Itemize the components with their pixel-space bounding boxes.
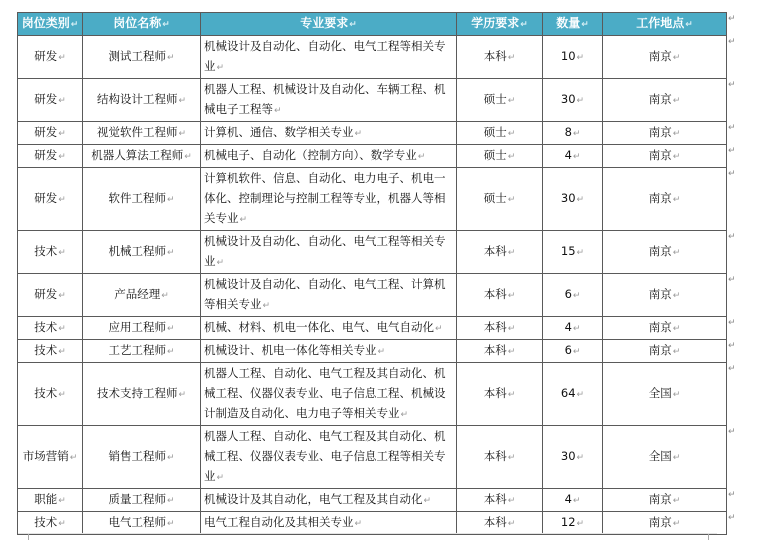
cell-position xyxy=(83,122,201,145)
cell-count xyxy=(543,122,603,145)
position-text: 电气工程师 xyxy=(108,515,166,529)
paragraph-mark-icon: ↵ xyxy=(58,129,66,139)
education-text: 硕士 xyxy=(483,191,507,205)
cell-location xyxy=(603,122,727,145)
requirement-text: 机器人工程、自动化、电气工程及其自动化、机械工程、仪器仪表专业、电子信息工程、机械设计制造及自动化、电力电子等相关专业 xyxy=(204,366,446,420)
paragraph-mark-icon: ↵ xyxy=(239,215,248,225)
cell-location xyxy=(603,363,727,426)
cell-education xyxy=(457,426,543,489)
location-text: 南京 xyxy=(648,191,672,205)
paragraph-mark-icon: ↵ xyxy=(166,53,175,63)
row-end-mark-icon: ↵ xyxy=(728,340,736,351)
cell-requirement xyxy=(201,489,457,512)
cell-location xyxy=(603,512,727,535)
paragraph-mark-icon: ↵ xyxy=(166,519,175,529)
table-header xyxy=(18,13,727,36)
position-text: 视觉软件工程师 xyxy=(96,125,178,139)
category-text: 研发 xyxy=(34,287,58,301)
recruitment-table xyxy=(17,12,727,535)
cell-position xyxy=(83,363,201,426)
paragraph-mark-icon: ↵ xyxy=(274,106,282,116)
cell-education xyxy=(457,512,543,535)
paragraph-mark-icon: ↵ xyxy=(581,20,589,30)
cell-category xyxy=(18,145,83,168)
table-row xyxy=(18,231,727,274)
row-end-mark-icon: ↵ xyxy=(728,79,736,90)
paragraph-mark-icon: ↵ xyxy=(520,20,528,30)
paragraph-mark-icon: ↵ xyxy=(576,195,585,205)
paragraph-mark-icon: ↵ xyxy=(572,129,581,139)
table-row xyxy=(18,363,727,426)
paragraph-mark-icon: ↵ xyxy=(70,20,79,30)
paragraph-mark-icon: ↵ xyxy=(166,453,175,463)
cell-education xyxy=(457,36,543,79)
paragraph-mark-icon: ↵ xyxy=(58,53,66,63)
location-text: 南京 xyxy=(648,92,672,106)
education-text: 本科 xyxy=(483,386,507,400)
cell-requirement xyxy=(201,36,457,79)
table-row xyxy=(18,79,727,122)
position-text: 软件工程师 xyxy=(108,191,166,205)
paragraph-mark-icon: ↵ xyxy=(216,63,225,73)
paragraph-mark-icon: ↵ xyxy=(572,496,581,506)
paragraph-mark-icon: ↵ xyxy=(507,519,516,529)
location-text: 南京 xyxy=(648,515,672,529)
position-text: 工艺工程师 xyxy=(108,343,166,357)
paragraph-mark-icon: ↵ xyxy=(576,453,585,463)
cell-requirement xyxy=(201,512,457,535)
category-text: 研发 xyxy=(34,92,58,106)
count-text: 30 xyxy=(560,92,576,106)
requirement-text: 机械设计及自动化、自动化、电气工程等相关专业 xyxy=(204,234,446,268)
position-text: 测试工程师 xyxy=(108,49,166,63)
location-text: 全国 xyxy=(648,449,672,463)
count-text: 4 xyxy=(564,492,572,506)
paragraph-mark-icon: ↵ xyxy=(166,496,175,506)
education-text: 本科 xyxy=(483,244,507,258)
row-end-mark-icon: ↵ xyxy=(728,363,736,374)
paragraph-mark-icon: ↵ xyxy=(58,291,66,301)
header-location: 工作地点↵ xyxy=(603,13,727,36)
requirement-text: 机械设计及自动化、自动化、电气工程、计算机等相关专业 xyxy=(204,277,446,311)
paragraph-mark-icon: ↵ xyxy=(377,347,386,357)
cell-education xyxy=(457,145,543,168)
cell-position xyxy=(83,489,201,512)
position-text: 机器人算法工程师 xyxy=(91,148,184,162)
paragraph-mark-icon: ↵ xyxy=(672,53,681,63)
location-text: 全国 xyxy=(648,386,672,400)
paragraph-mark-icon: ↵ xyxy=(58,496,66,506)
category-text: 职能 xyxy=(34,492,58,506)
requirement-text: 机械、材料、机电一体化、电气、电气自动化 xyxy=(204,320,434,334)
cell-requirement xyxy=(201,426,457,489)
requirement-text: 计算机、通信、数学相关专业 xyxy=(204,125,354,139)
cell-count xyxy=(543,489,603,512)
paragraph-mark-icon: ↵ xyxy=(572,347,581,357)
cell-location xyxy=(603,317,727,340)
paragraph-mark-icon: ↵ xyxy=(572,324,581,334)
cell-location xyxy=(603,36,727,79)
cell-category xyxy=(18,426,83,489)
position-text: 技术支持工程师 xyxy=(96,386,178,400)
requirement-text: 机器人工程、机械设计及自动化、车辆工程、机械电子工程等 xyxy=(204,82,446,116)
row-end-mark-icon: ↵ xyxy=(728,122,736,133)
paragraph-mark-icon: ↵ xyxy=(184,152,192,162)
header-requirement: 专业要求↵ xyxy=(201,13,457,36)
table-row xyxy=(18,340,727,363)
education-text: 本科 xyxy=(483,49,507,63)
category-text: 研发 xyxy=(34,191,58,205)
paragraph-mark-icon: ↵ xyxy=(507,195,516,205)
cell-category xyxy=(18,512,83,535)
header-count: 数量↵ xyxy=(543,13,603,36)
education-text: 本科 xyxy=(483,343,507,357)
category-text: 技术 xyxy=(34,386,58,400)
cell-count xyxy=(543,512,603,535)
table-row xyxy=(18,317,727,340)
cell-education xyxy=(457,274,543,317)
cell-count xyxy=(543,145,603,168)
category-text: 市场营销 xyxy=(22,449,69,463)
page-corner-mark-left xyxy=(18,534,29,540)
education-text: 本科 xyxy=(483,449,507,463)
location-text: 南京 xyxy=(648,49,672,63)
education-text: 本科 xyxy=(483,320,507,334)
paragraph-mark-icon: ↵ xyxy=(161,291,169,301)
cell-count xyxy=(543,168,603,231)
location-text: 南京 xyxy=(648,492,672,506)
paragraph-mark-icon: ↵ xyxy=(216,258,225,268)
row-end-mark-icon: ↵ xyxy=(728,231,736,242)
table-row xyxy=(18,489,727,512)
education-text: 本科 xyxy=(483,515,507,529)
row-end-mark-icon: ↵ xyxy=(728,168,736,179)
cell-position xyxy=(83,168,201,231)
location-text: 南京 xyxy=(648,287,672,301)
paragraph-mark-icon: ↵ xyxy=(685,20,693,30)
paragraph-mark-icon: ↵ xyxy=(576,390,585,400)
paragraph-mark-icon: ↵ xyxy=(672,129,681,139)
category-text: 技术 xyxy=(34,343,58,357)
position-text: 应用工程师 xyxy=(108,320,166,334)
cell-category xyxy=(18,489,83,512)
paragraph-mark-icon: ↵ xyxy=(572,291,581,301)
header-education: 学历要求↵ xyxy=(457,13,543,36)
cell-education xyxy=(457,489,543,512)
paragraph-mark-icon: ↵ xyxy=(572,152,581,162)
table-row xyxy=(18,122,727,145)
count-text: 4 xyxy=(564,148,572,162)
paragraph-mark-icon: ↵ xyxy=(576,248,585,258)
paragraph-mark-icon: ↵ xyxy=(58,152,66,162)
cell-count xyxy=(543,79,603,122)
paragraph-mark-icon: ↵ xyxy=(672,195,681,205)
cell-count xyxy=(543,317,603,340)
paragraph-mark-icon: ↵ xyxy=(507,496,516,506)
count-text: 4 xyxy=(564,320,572,334)
cell-position xyxy=(83,512,201,535)
paragraph-mark-icon: ↵ xyxy=(178,129,187,139)
count-text: 64 xyxy=(560,386,576,400)
cell-position xyxy=(83,79,201,122)
cell-education xyxy=(457,363,543,426)
table-row xyxy=(18,168,727,231)
paragraph-mark-icon: ↵ xyxy=(672,96,681,106)
cell-count xyxy=(543,340,603,363)
requirement-text: 电气工程自动化及其相关专业 xyxy=(204,515,354,529)
paragraph-mark-icon: ↵ xyxy=(58,195,66,205)
cell-count xyxy=(543,426,603,489)
paragraph-mark-icon: ↵ xyxy=(576,96,585,106)
paragraph-mark-icon: ↵ xyxy=(672,519,681,529)
cell-category xyxy=(18,363,83,426)
paragraph-mark-icon: ↵ xyxy=(672,347,681,357)
paragraph-mark-icon: ↵ xyxy=(672,324,681,334)
paragraph-mark-icon: ↵ xyxy=(507,324,516,334)
requirement-text: 机械设计及其自动化，电气工程及其自动化 xyxy=(204,492,423,506)
paragraph-mark-icon: ↵ xyxy=(507,453,516,463)
requirement-text: 机器人工程、自动化、电气工程及其自动化、机械工程、仪器仪表专业、电子信息工程等相关专业 xyxy=(204,429,446,483)
location-text: 南京 xyxy=(648,343,672,357)
requirement-text: 机械设计、机电一体化等相关专业 xyxy=(204,343,377,357)
education-text: 本科 xyxy=(483,492,507,506)
paragraph-mark-icon: ↵ xyxy=(166,324,175,334)
row-end-mark-icon: ↵ xyxy=(728,317,736,328)
page-corner-mark-right xyxy=(708,534,719,540)
paragraph-mark-icon: ↵ xyxy=(423,496,432,506)
paragraph-mark-icon: ↵ xyxy=(507,248,516,258)
row-end-mark-icon: ↵ xyxy=(728,274,736,285)
position-text: 机械工程师 xyxy=(108,244,166,258)
paragraph-mark-icon: ↵ xyxy=(435,324,443,334)
count-text: 8 xyxy=(564,125,572,139)
position-text: 产品经理 xyxy=(114,287,161,301)
cell-requirement xyxy=(201,340,457,363)
cell-location xyxy=(603,426,727,489)
table-body xyxy=(18,36,727,535)
cell-education xyxy=(457,317,543,340)
requirement-text: 计算机软件、信息、自动化、电力电子、机电一体化、控制理论与控制工程等专业，机器人等相关专业 xyxy=(204,171,446,225)
table-row xyxy=(18,426,727,489)
cell-education xyxy=(457,340,543,363)
cell-education xyxy=(457,79,543,122)
position-text: 结构设计工程师 xyxy=(96,92,178,106)
cell-position xyxy=(83,274,201,317)
category-text: 研发 xyxy=(34,49,58,63)
cell-category xyxy=(18,317,83,340)
cell-position xyxy=(83,426,201,489)
location-text: 南京 xyxy=(648,320,672,334)
count-text: 15 xyxy=(560,244,576,258)
paragraph-mark-icon: ↵ xyxy=(672,390,681,400)
cell-location xyxy=(603,145,727,168)
paragraph-mark-icon: ↵ xyxy=(58,347,66,357)
header-row xyxy=(18,13,727,36)
category-text: 技术 xyxy=(34,244,58,258)
education-text: 本科 xyxy=(483,287,507,301)
category-text: 技术 xyxy=(34,515,58,529)
cell-position xyxy=(83,145,201,168)
paragraph-mark-icon: ↵ xyxy=(672,291,681,301)
row-end-mark-icon: ↵ xyxy=(728,36,736,47)
location-text: 南京 xyxy=(648,244,672,258)
count-text: 6 xyxy=(564,287,572,301)
cell-location xyxy=(603,274,727,317)
paragraph-mark-icon: ↵ xyxy=(507,53,516,63)
cell-category xyxy=(18,36,83,79)
cell-category xyxy=(18,274,83,317)
paragraph-mark-icon: ↵ xyxy=(507,152,516,162)
cell-location xyxy=(603,168,727,231)
paragraph-mark-icon: ↵ xyxy=(672,453,681,463)
education-text: 硕士 xyxy=(483,148,507,162)
header-position: 岗位名称↵ xyxy=(83,13,201,36)
paragraph-mark-icon: ↵ xyxy=(216,473,225,483)
cell-requirement xyxy=(201,231,457,274)
paragraph-mark-icon: ↵ xyxy=(166,347,175,357)
paragraph-mark-icon: ↵ xyxy=(672,248,681,258)
paragraph-mark-icon: ↵ xyxy=(69,453,78,463)
count-text: 10 xyxy=(560,49,576,63)
paragraph-mark-icon: ↵ xyxy=(178,390,187,400)
cell-education xyxy=(457,168,543,231)
paragraph-mark-icon: ↵ xyxy=(576,519,585,529)
cell-category xyxy=(18,79,83,122)
category-text: 技术 xyxy=(34,320,58,334)
paragraph-mark-icon: ↵ xyxy=(672,496,681,506)
category-text: 研发 xyxy=(34,148,58,162)
paragraph-mark-icon: ↵ xyxy=(400,410,409,420)
row-end-mark-icon: ↵ xyxy=(728,145,736,156)
cell-requirement xyxy=(201,363,457,426)
paragraph-mark-icon: ↵ xyxy=(507,129,516,139)
cell-category xyxy=(18,231,83,274)
paragraph-mark-icon: ↵ xyxy=(58,248,66,258)
cell-category xyxy=(18,168,83,231)
paragraph-mark-icon: ↵ xyxy=(672,152,681,162)
cell-position xyxy=(83,36,201,79)
cell-position xyxy=(83,231,201,274)
location-text: 南京 xyxy=(648,148,672,162)
row-end-mark-icon: ↵ xyxy=(728,426,736,437)
cell-count xyxy=(543,231,603,274)
paragraph-mark-icon: ↵ xyxy=(507,96,516,106)
paragraph-mark-icon: ↵ xyxy=(354,519,363,529)
paragraph-mark-icon: ↵ xyxy=(58,96,66,106)
paragraph-mark-icon: ↵ xyxy=(507,347,516,357)
cell-count xyxy=(543,363,603,426)
count-text: 12 xyxy=(560,515,576,529)
table-row xyxy=(18,274,727,317)
cell-requirement xyxy=(201,317,457,340)
table-row xyxy=(18,145,727,168)
cell-requirement xyxy=(201,79,457,122)
count-text: 30 xyxy=(560,191,576,205)
table-row xyxy=(18,512,727,535)
education-text: 硕士 xyxy=(483,92,507,106)
paragraph-mark-icon: ↵ xyxy=(58,519,66,529)
requirement-text: 机械电子、自动化（控制方向）、数学专业 xyxy=(204,148,417,162)
row-end-mark-icon: ↵ xyxy=(728,489,736,500)
cell-position xyxy=(83,340,201,363)
cell-education xyxy=(457,231,543,274)
cell-requirement xyxy=(201,168,457,231)
position-text: 质量工程师 xyxy=(108,492,166,506)
cell-requirement xyxy=(201,122,457,145)
cell-category xyxy=(18,122,83,145)
cell-requirement xyxy=(201,274,457,317)
paragraph-mark-icon: ↵ xyxy=(178,96,187,106)
cell-count xyxy=(543,274,603,317)
table-row xyxy=(18,36,727,79)
paragraph-mark-icon: ↵ xyxy=(262,301,271,311)
paragraph-mark-icon: ↵ xyxy=(166,195,175,205)
row-end-mark-icon: ↵ xyxy=(728,512,736,523)
paragraph-mark-icon: ↵ xyxy=(349,20,357,30)
row-end-mark-icon: ↵ xyxy=(728,13,736,24)
category-text: 研发 xyxy=(34,125,58,139)
header-category: 岗位类别↵ xyxy=(18,13,83,36)
cell-position xyxy=(83,317,201,340)
education-text: 硕士 xyxy=(483,125,507,139)
paragraph-mark-icon: ↵ xyxy=(417,152,426,162)
paragraph-mark-icon: ↵ xyxy=(166,248,175,258)
cell-location xyxy=(603,340,727,363)
paragraph-mark-icon: ↵ xyxy=(58,324,66,334)
count-text: 30 xyxy=(560,449,576,463)
paragraph-mark-icon: ↵ xyxy=(162,20,170,30)
cell-education xyxy=(457,122,543,145)
cell-requirement xyxy=(201,145,457,168)
paragraph-mark-icon: ↵ xyxy=(58,390,66,400)
count-text: 6 xyxy=(564,343,572,357)
page-bottom-rule xyxy=(18,533,717,534)
cell-location xyxy=(603,79,727,122)
paragraph-mark-icon: ↵ xyxy=(507,390,516,400)
paragraph-mark-icon: ↵ xyxy=(507,291,516,301)
paragraph-mark-icon: ↵ xyxy=(354,129,363,139)
cell-count xyxy=(543,36,603,79)
location-text: 南京 xyxy=(648,125,672,139)
paragraph-mark-icon: ↵ xyxy=(576,53,585,63)
requirement-text: 机械设计及自动化、自动化、电气工程等相关专业 xyxy=(204,39,446,73)
position-text: 销售工程师 xyxy=(108,449,166,463)
cell-location xyxy=(603,489,727,512)
cell-location xyxy=(603,231,727,274)
cell-category xyxy=(18,340,83,363)
